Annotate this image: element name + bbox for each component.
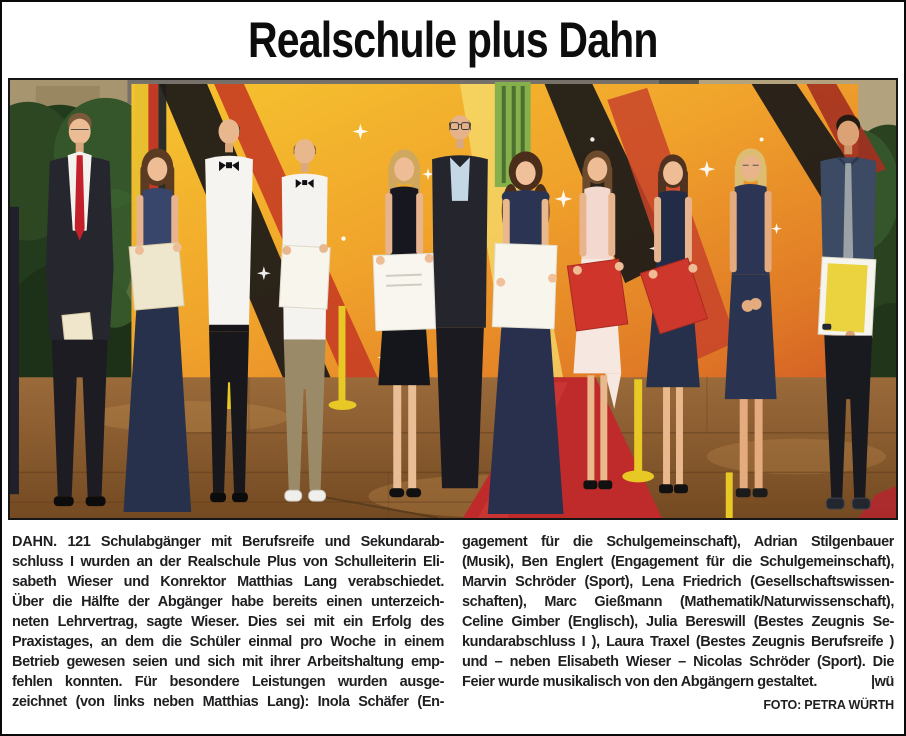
body-line: Marvin Schröder (Sport), Lena Friedrich (Gesellschaftswissen- bbox=[462, 574, 894, 590]
body-line: (Musik), Ben Englert (Engagement für die Schulgemeinschaft), bbox=[462, 554, 894, 570]
author-tag: |wü bbox=[871, 674, 894, 690]
body-line: Praxistages, an dem die Schüler einmal pro Woche in einem bbox=[12, 634, 444, 650]
headline: Realschule plus Dahn bbox=[248, 12, 658, 68]
article-body bbox=[2, 520, 904, 715]
dateline: DAHN. bbox=[12, 534, 57, 550]
body-line: Betrieb gewesen seien und sich mit ihrer Arbeitshaltung emp- bbox=[12, 654, 444, 670]
body-line-text: Feier wurde musikalisch von den Abgängern gestaltet. bbox=[462, 674, 817, 690]
body-line: und – neben Elisabeth Wieser – Nicolas Schröder (Sport). Die bbox=[462, 654, 894, 670]
body-line: Über die Hälfte der Abgänger habe bereits einen unterzeich- bbox=[12, 594, 444, 610]
article-photo bbox=[8, 78, 898, 520]
column-right bbox=[462, 532, 894, 715]
body-line bbox=[12, 532, 444, 552]
body-line: zeichnet (von links neben Matthias Lang): Inola Schäfer (En- bbox=[12, 694, 444, 710]
headline-band bbox=[2, 2, 904, 78]
group-photo-illustration bbox=[10, 80, 896, 518]
photo-credit: FOTO: PETRA WÜRTH bbox=[763, 698, 894, 712]
body-line: kundarabschluss I ), Laura Traxel (Bestes Zeugnis Berufsreife ) bbox=[462, 634, 894, 650]
body-line-last bbox=[462, 672, 894, 692]
body-line: neten Lehrvertrag, sagte Wieser. Dies sei mit ein Erfolg des bbox=[12, 614, 444, 630]
body-line: fehlen konnten. Für besondere Leistungen wurden ausge- bbox=[12, 674, 444, 690]
body-line: schaften), Marc Gießmann (Mathematik/Naturwissenschaft), bbox=[462, 594, 894, 610]
body-line: gagement für die Schulgemeinschaft), Adrian Stilgenbauer bbox=[462, 534, 894, 550]
edge-figure bbox=[10, 207, 19, 494]
body-line: Celine Gimber (Englisch), Julia Bereswill (Bestes Zeugnis Se- bbox=[462, 614, 894, 630]
column-left bbox=[12, 532, 444, 715]
body-line: schluss I wurden an der Realschule Plus von Schulleiterin Eli- bbox=[12, 554, 444, 570]
body-line: sabeth Wieser und Konrektor Matthias Lang verabschiedet. bbox=[12, 574, 444, 590]
person-boy-glasses bbox=[432, 115, 488, 488]
body-line-text: 121 Schulabgänger mit Berufsreife und Sekundarab- bbox=[67, 534, 444, 550]
